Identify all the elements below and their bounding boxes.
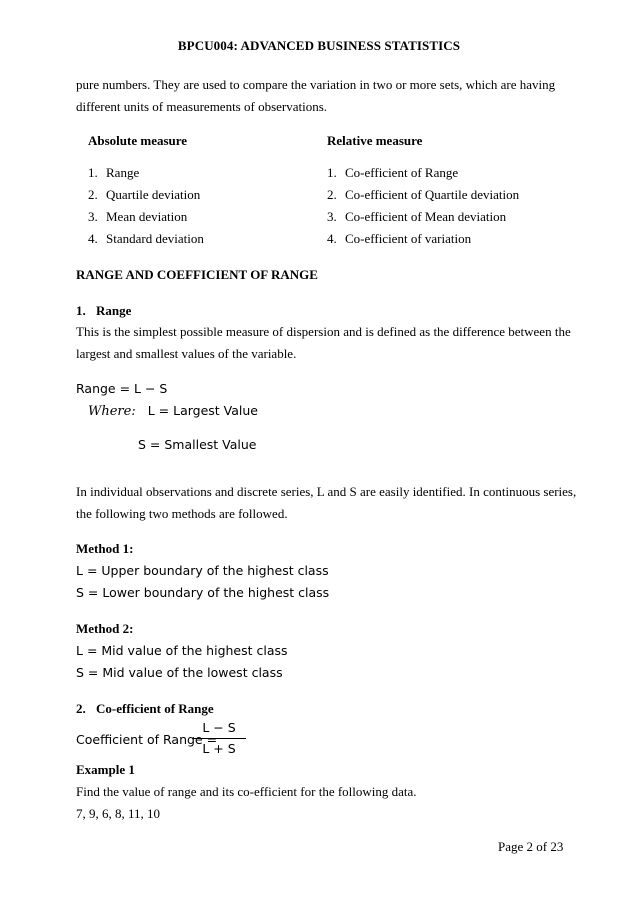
absolute-item: 3. Mean deviation (88, 209, 188, 224)
intro-line-1: pure numbers. They are used to compare the variation in two or more sets, which are having (76, 77, 556, 92)
relative-item: 4. Co-efficient of variation (327, 231, 472, 246)
relative-measure-heading: Relative measure (327, 133, 423, 148)
fraction-numerator: L − S (202, 720, 236, 735)
method-1-heading: Method 1: (76, 541, 134, 556)
range-definition-line-1: This is the simplest possible measure of dispersion and is defined as the difference between the (76, 324, 571, 339)
coefficient-formula-label: Coefficient of Range = (76, 732, 218, 747)
absolute-measure-heading: Absolute measure (88, 133, 188, 148)
relative-item: 2. Co-efficient of Quartile deviation (327, 187, 520, 202)
example-heading: Example 1 (76, 762, 135, 777)
method-2-s: S = Mid value of the lowest class (76, 665, 283, 680)
fraction-bar (192, 738, 246, 739)
method-2-heading: Method 2: (76, 621, 134, 636)
section-heading: RANGE AND COEFFICIENT OF RANGE (76, 267, 318, 282)
series-text-line-2: the following two methods are followed. (76, 506, 288, 521)
where-row: Where: L = Largest Value (88, 403, 258, 419)
relative-item: 1. Co-efficient of Range (327, 165, 459, 180)
range-formula: Range = L − S (76, 381, 168, 396)
absolute-item: 1. Range (88, 165, 140, 180)
absolute-item: 4. Standard deviation (88, 231, 204, 246)
range-heading: 1. Range (76, 303, 132, 318)
fraction-denominator: L + S (202, 741, 236, 756)
intro-line-2: different units of measurements of observations. (76, 99, 328, 114)
example-data: 7, 9, 6, 8, 11, 10 (76, 806, 161, 821)
range-definition-line-2: largest and smallest values of the variable. (76, 346, 297, 361)
where-smallest: S = Smallest Value (138, 437, 257, 452)
page-header: BPCU004: ADVANCED BUSINESS STATISTICS (177, 38, 461, 53)
series-text-line-1: In individual observations and discrete series, L and S are easily identified. In continuous series, (76, 484, 577, 499)
relative-item: 3. Co-efficient of Mean deviation (327, 209, 507, 224)
method-1-s: S = Lower boundary of the highest class (76, 585, 330, 600)
page-number: Page 2 of 23 (498, 839, 564, 854)
method-2-l: L = Mid value of the highest class (76, 643, 288, 658)
method-1-l: L = Upper boundary of the highest class (76, 563, 329, 578)
coefficient-heading: 2. Co-efficient of Range (76, 701, 214, 716)
absolute-item: 2. Quartile deviation (88, 187, 201, 202)
coefficient-fraction (190, 720, 248, 757)
example-text: Find the value of range and its co-efficient for the following data. (76, 784, 417, 799)
